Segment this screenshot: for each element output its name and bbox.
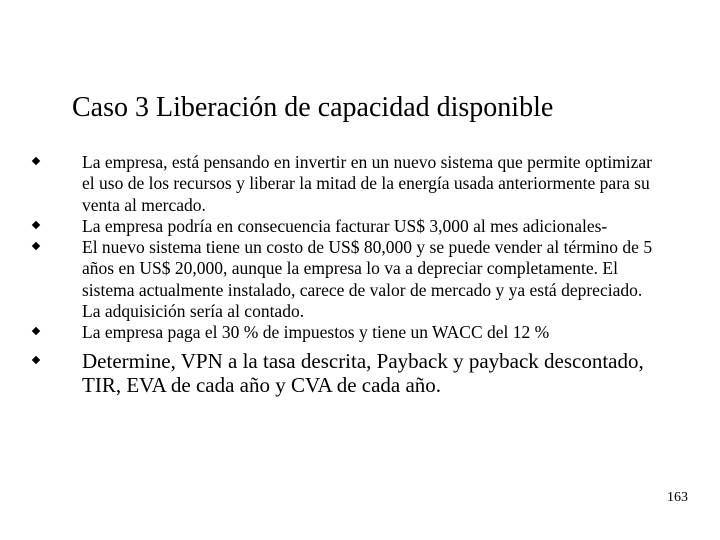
bullet-text: La empresa podría en consecuencia facturar US$ 3,000 al mes adicionales- <box>82 215 608 236</box>
bullet-diamond-icon <box>32 242 40 250</box>
bullet-text: El nuevo sistema tiene un costo de US$ 80,000 y se puede vender al término de 5 años en US$ 20,000, aunque la empresa lo va a depreciar completamente. El sistema actualmente instalado, carece de valor de mercado y ya está depreciado. La adquisición sería al contado. <box>82 237 653 322</box>
bullet-item <box>30 152 660 216</box>
bullet-item <box>30 322 660 343</box>
bullet-item <box>30 237 660 322</box>
bullet-list <box>30 152 660 397</box>
bullet-diamond-icon <box>32 355 40 363</box>
bullet-diamond-icon <box>32 221 40 229</box>
bullet-diamond-icon <box>32 157 40 165</box>
bullet-item-task <box>30 349 660 397</box>
bullet-text: La empresa, está pensando en invertir en un nuevo sistema que permite optimizar el uso de los recursos y liberar la mitad de la energía usada anteriormente para su venta al mercado. <box>82 152 653 215</box>
slide-title: Caso 3 Liberación de capacidad disponible <box>72 92 554 123</box>
bullet-diamond-icon <box>32 327 40 335</box>
page-number: 163 <box>667 490 688 505</box>
bullet-item <box>30 216 660 237</box>
bullet-text: Determine, VPN a la tasa descrita, Payback y payback descontado, TIR, EVA de cada año y CVA de cada año. <box>82 348 644 397</box>
bullet-text: La empresa paga el 30 % de impuestos y tiene un WACC del 12 % <box>82 322 550 343</box>
